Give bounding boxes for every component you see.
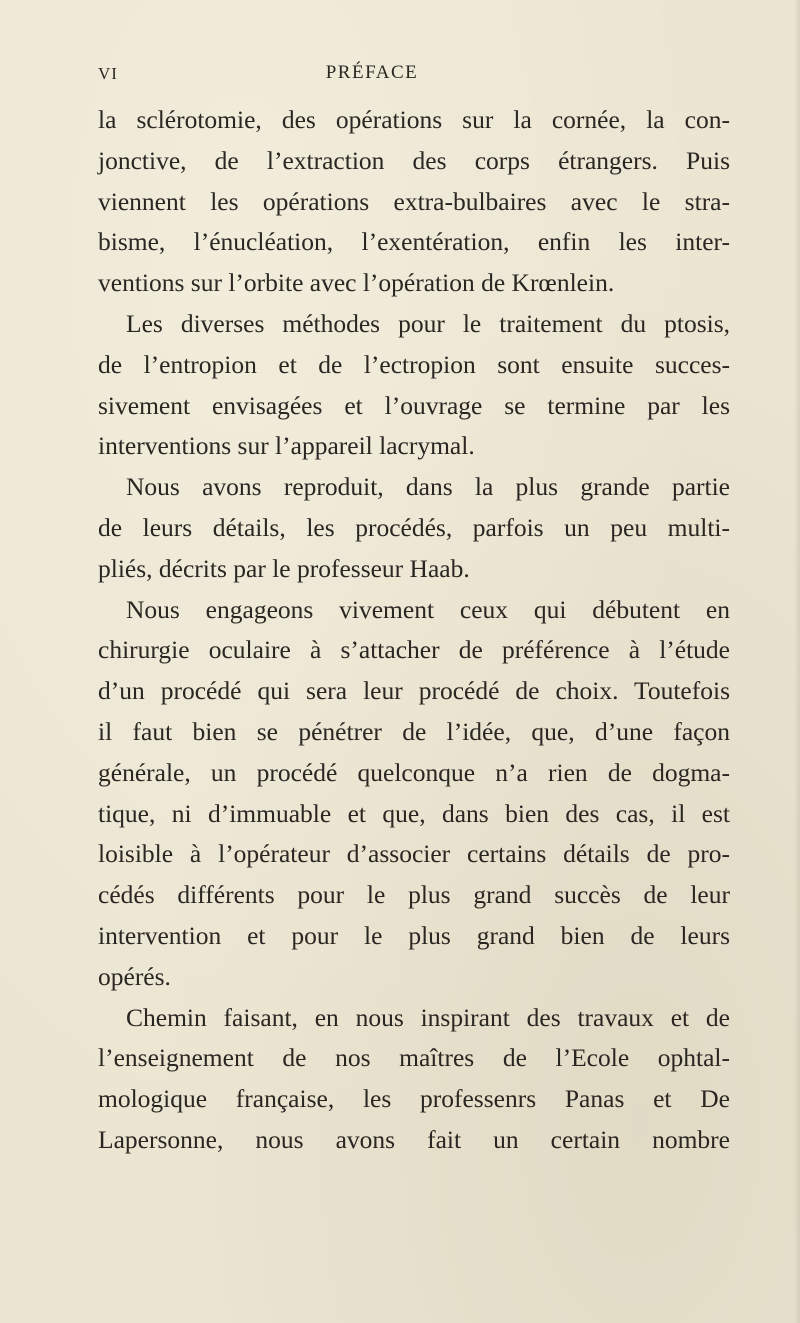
page-header xyxy=(98,62,730,88)
paragraph-first-line: Nous avons reproduit, dans la plus grande partie xyxy=(126,472,730,502)
text-line: loisible à l’opérateur d’associer certains détails de pro- xyxy=(98,839,730,869)
paragraph-first-line: Les diverses méthodes pour le traitement du ptosis, xyxy=(126,308,730,338)
page-edge-shadow xyxy=(794,0,800,1323)
text-line: Lapersonne, nous avons fait un certain nombre xyxy=(98,1124,730,1154)
text-line: de leurs détails, les procédés, parfois un peu multi- xyxy=(98,512,730,542)
paragraph-first-line: Chemin faisant, en nous inspirant des travaux et de xyxy=(126,1002,730,1032)
text-line: bisme, l’énucléation, l’exentération, enfin les inter- xyxy=(98,227,730,257)
text-line: générale, un procédé quelconque n’a rien de dogma- xyxy=(98,757,730,787)
text-line: la sclérotomie, des opérations sur la cornée, la con- xyxy=(98,105,730,134)
text-line: mologique française, les professenrs Panas et De xyxy=(98,1084,730,1114)
text-line: cédés différents pour le plus grand succès de leur xyxy=(98,880,730,910)
page-number: VI xyxy=(98,64,118,83)
text-line: l’enseignement de nos maîtres de l’Ecole ophtal- xyxy=(98,1043,730,1073)
text-line: tique, ni d’immuable et que, dans bien des cas, il est xyxy=(98,798,730,828)
text-line: interventions sur l’appareil lacrymal. xyxy=(98,431,475,461)
text-line: de l’entropion et de l’ectropion sont ensuite succes- xyxy=(98,349,730,379)
text-line: chirurgie oculaire à s’attacher de préférence à l’étude xyxy=(98,635,730,665)
text-line: d’un procédé qui sera leur procédé de choix. Toutefois xyxy=(98,676,730,706)
text-line: opérés. xyxy=(98,961,171,991)
body-text xyxy=(98,100,730,1161)
text-line: il faut bien se pénétrer de l’idée, que, d’une façon xyxy=(98,716,730,746)
text-line: intervention et pour le plus grand bien de leurs xyxy=(98,920,730,950)
text-line: jonctive, de l’extraction des corps étrangers. Puis xyxy=(98,145,730,175)
paragraph-first-line: Nous engageons vivement ceux qui débutent en xyxy=(126,594,730,624)
running-title: PRÉFACE xyxy=(325,62,419,83)
text-line: viennent les opérations extra-bulbaires avec le stra- xyxy=(98,186,730,216)
text-line: sivement envisagées et l’ouvrage se termine par les xyxy=(98,390,730,420)
text-line: pliés, décrits par le professeur Haab. xyxy=(98,553,470,583)
text-line: ventions sur l’orbite avec l’opération de Krœnlein. xyxy=(98,268,615,298)
